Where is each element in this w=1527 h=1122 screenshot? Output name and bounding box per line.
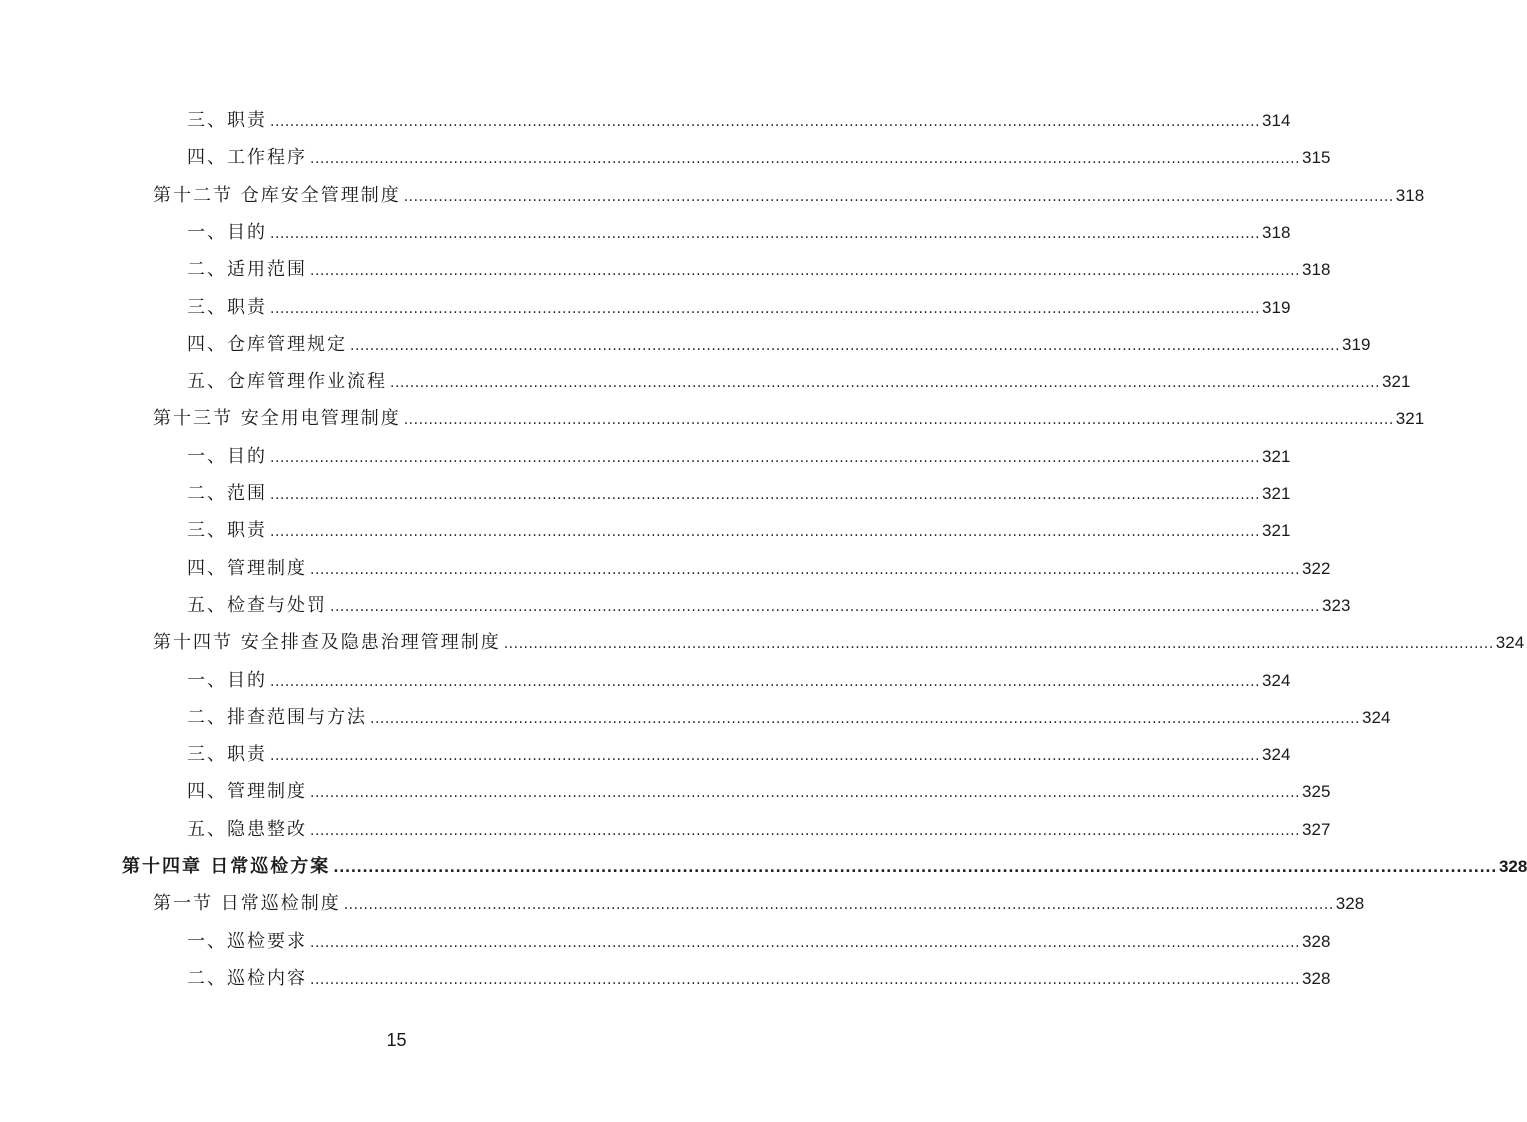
toc-entry[interactable] [187,104,1291,132]
toc-entry-page: 327 [1302,819,1331,839]
dot-leader: ........................................................................................................................................................................................................ [310,561,1301,578]
toc-entry-title: 五、隐患整改 [187,818,307,840]
dot-leader: ........................................................................................................................................................................................................ [270,524,1261,541]
toc-entry-title: 四、管理制度 [187,557,307,579]
dot-leader: ........................................................................................................................................................................................................ [343,897,1334,914]
dot-leader: ........................................................................................................................................................................................................ [270,449,1261,466]
toc-entry-title: 二、适用范围 [187,259,307,281]
dot-leader: ........................................................................................................................................................................................................ [333,860,1497,876]
dot-leader: ........................................................................................................................................................................................................ [403,412,1394,429]
dot-leader: ........................................................................................................................................................................................................ [503,636,1494,653]
dot-leader: ........................................................................................................................................................................................................ [310,263,1301,280]
toc-entry[interactable] [187,775,1331,803]
dot-leader: ........................................................................................................................................................................................................ [270,114,1261,130]
toc-entry[interactable] [187,589,1351,617]
dot-leader: ........................................................................................................................................................................................................ [350,337,1341,354]
toc-entry-page: 325 [1302,782,1331,802]
toc-entry-title: 二、巡检内容 [187,967,307,989]
toc-entry[interactable] [187,664,1291,692]
toc-entry-title: 第十四节 安全排查及隐患治理管理制度 [153,632,501,654]
toc-entry-title: 四、仓库管理规定 [187,333,347,355]
toc-entry[interactable] [187,216,1291,244]
toc-entry[interactable] [187,141,1331,169]
toc-entry[interactable] [153,179,1425,207]
toc-entry[interactable] [153,626,1525,654]
toc-entry-page: 318 [1302,260,1331,280]
toc-entry[interactable] [187,291,1291,319]
dot-leader: ........................................................................................................................................................................................................ [270,673,1261,690]
toc-entry[interactable] [187,701,1391,729]
dot-leader: ........................................................................................................................................................................................................ [390,375,1381,392]
dot-leader: ........................................................................................................................................................................................................ [310,151,1301,168]
page-number: 15 [386,1030,407,1050]
dot-leader: ........................................................................................................................................................................................................ [270,300,1261,317]
dot-leader: ........................................................................................................................................................................................................ [330,598,1321,615]
toc-entry[interactable] [187,552,1331,580]
toc-entry-page: 324 [1495,633,1525,653]
toc-entry-page: 324 [1362,707,1391,727]
toc-entry-page: 321 [1262,446,1291,466]
toc-entry-page: 321 [1382,372,1411,392]
toc-entry-page: 328 [1335,894,1365,914]
toc-entry[interactable] [187,328,1371,356]
toc-entry-title: 五、检查与处罚 [187,594,327,616]
toc-entry-page: 321 [1395,409,1425,429]
toc-entry-title: 第十三节 安全用电管理制度 [153,408,401,430]
toc-entry-title: 四、管理制度 [187,781,307,803]
toc-entry[interactable] [187,365,1411,393]
toc-entry-title: 第一节 日常巡检制度 [153,893,341,915]
toc-entry[interactable] [187,738,1291,766]
toc-entry-title: 一、巡检要求 [187,930,307,952]
toc-entry-page: 318 [1262,222,1291,242]
toc-entry-title: 二、排查范围与方法 [187,706,367,728]
toc-entry-title: 第十二节 仓库安全管理制度 [153,184,401,206]
toc-entry-title: 一、目的 [187,669,267,691]
toc-entry[interactable] [187,477,1291,505]
toc-entry-title: 四、工作程序 [187,147,307,169]
toc-entry[interactable] [187,253,1331,281]
toc-entry[interactable] [153,887,1365,915]
toc-entry-page: 328 [1302,968,1331,988]
toc-entry-title: 五、仓库管理作业流程 [187,371,387,393]
toc-entry-page: 318 [1395,185,1425,205]
dot-leader: ........................................................................................................................................................................................................ [310,785,1301,802]
toc-entry-title: 三、职责 [187,744,267,766]
toc-entry[interactable] [187,514,1291,542]
toc-entry-page: 328 [1302,931,1331,951]
toc-entry-title: 三、职责 [187,110,267,131]
toc-entry-page: 323 [1322,595,1351,615]
toc-entry-page: 321 [1262,521,1291,541]
dot-leader: ........................................................................................................................................................................................................ [403,188,1394,205]
toc-entry[interactable] [122,850,1527,878]
toc-entry-title: 二、范围 [187,483,267,504]
toc-entry-page: 315 [1302,148,1331,168]
dot-leader: ........................................................................................................................................................................................................ [270,225,1261,242]
toc-entry[interactable] [187,925,1331,953]
toc-entry[interactable] [187,962,1331,990]
toc-entry-page: 321 [1262,484,1291,503]
toc-entry-page: 322 [1302,558,1331,578]
dot-leader: ........................................................................................................................................................................................................ [310,934,1301,951]
toc-entry[interactable] [187,440,1291,468]
dot-leader: ........................................................................................................................................................................................................ [370,710,1361,727]
toc-entry-title: 三、职责 [187,296,267,318]
toc-entry-title: 三、职责 [187,520,267,542]
dot-leader: ........................................................................................................................................................................................................ [310,971,1301,988]
toc-entry-page: 324 [1262,670,1291,690]
toc-entry-page: 319 [1262,297,1291,317]
dot-leader: ........................................................................................................................................................................................................ [270,487,1261,503]
toc-entry-title: 一、目的 [187,221,267,243]
toc-entry-page: 319 [1342,334,1371,354]
toc-entry-page: 328 [1498,857,1527,876]
toc-entry-page: 314 [1262,111,1291,130]
toc-entry[interactable] [187,813,1331,841]
toc-entry-page: 324 [1262,745,1291,765]
toc-entry[interactable] [153,402,1425,430]
toc-entry-title: 一、目的 [187,445,267,467]
toc-entry-title: 第十四章 日常巡检方案 [122,856,331,877]
dot-leader: ........................................................................................................................................................................................................ [270,748,1261,765]
dot-leader: ........................................................................................................................................................................................................ [310,822,1301,839]
